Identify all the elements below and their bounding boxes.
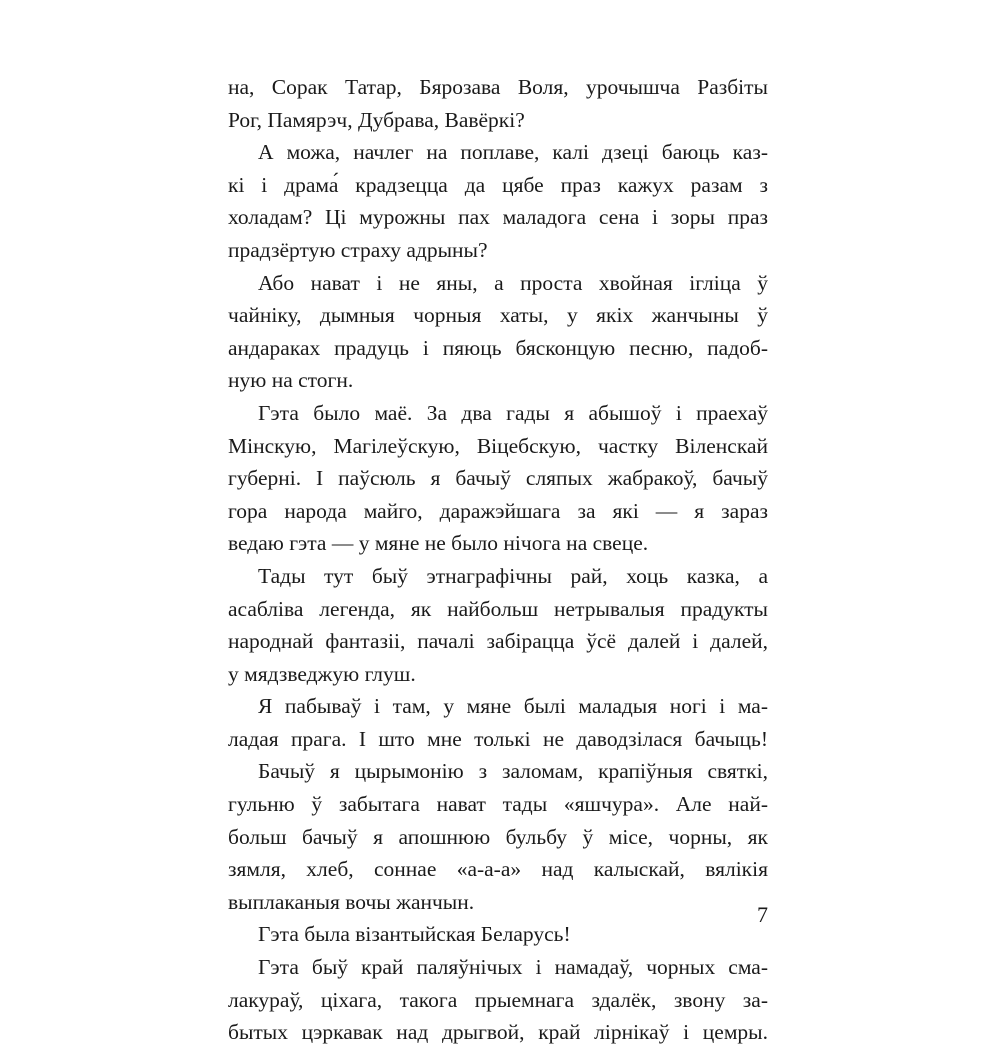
text-line: больш бачыў я апошнюю бульбу ў місе, чорны, як [228,824,768,849]
text-line: асабліва легенда, як найбольш нетрывалыя прадукты [228,596,768,621]
text-line: прадзёртую страху адрыны? [228,237,488,262]
text-line: губерні. І паўсюль я бачыў сляпых жабракоў, бачыў [228,466,768,491]
text-line: гульню ў забытага нават тады «яшчура». Але най- [228,792,768,817]
text-line: Гэта было маё. За два гады я абышоў і праехаў [258,400,768,425]
body-text [228,71,768,1049]
text-line: ладая прага. І што мне толькі не даводзілася бачыць! [228,726,768,751]
text-line: Тады тут быў этнаграфічны рай, хоць казка, а [258,563,768,588]
text-line: Бачыў я цырымонію з заломам, крапіўныя святкі, [258,759,768,784]
text-line: лакураў, ціхага, такога прыемнага здалёк, звону за- [228,987,768,1012]
page-number: 7 [757,902,768,927]
text-line: Я пабываў і там, у мяне былі маладыя ногі і ма- [258,694,768,719]
text-line: Рог, Памярэч, Дубрава, Вавёркі? [228,107,525,132]
text-line: гора народа майго, даражэйшага за які — я зараз [228,498,768,523]
text-line: А можа, начлег на поплаве, калі дзеці баюць каз- [258,140,768,165]
text-line: кі і драма́ крадзецца да цябе праз кажух разам з [228,172,768,197]
text-line: ную на стогн. [228,368,354,393]
text-line: на, Сорак Татар, Бярозава Воля, урочышча Разбіты [228,75,768,99]
text-line: Гэта была візантыйская Беларусь! [258,922,571,947]
text-line: андараках прадуць і пяюць бясконцую песню, падоб- [228,335,768,360]
text-line: бытых цэркавак над дрыгвой, край лірнікаў і цемры. [228,1020,768,1045]
text-line: выплаканыя вочы жанчын. [228,889,475,914]
text-line: Гэта быў край паляўнічых і намадаў, чорных сма- [258,955,768,980]
text-line: Або нават і не яны, а проста хвойная іглiца ў [258,270,768,295]
text-line: у мядзведжую глуш. [228,661,416,686]
text-line: чайніку, дымныя чорныя хаты, у якіх жанчыны ў [228,303,768,328]
text-line: народнай фантазіі, пачалі забірацца ўсё далей і далей, [228,629,768,654]
text-line: Мінскую, Магілеўскую, Віцебскую, частку Віленскай [228,433,768,458]
text-line: ведаю гэта — у мяне не было нічога на свеце. [228,531,649,556]
text-line: холадам? Ці мурожны пах маладога сена і зоры праз [228,205,768,230]
text-line: зямля, хлеб, соннае «а-а-а» над калыскай, вялікія [228,857,768,882]
